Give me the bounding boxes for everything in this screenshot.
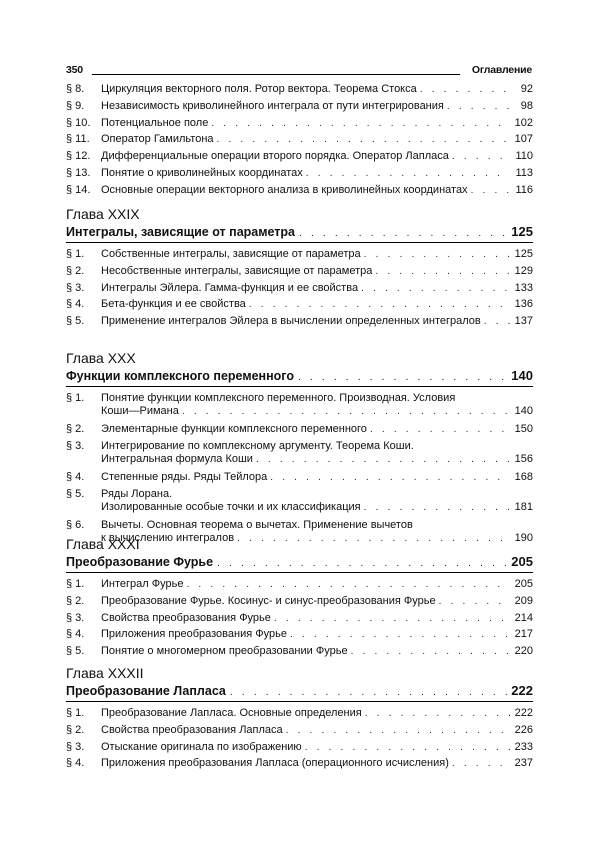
dot-leader [270,471,510,484]
entry-line [101,117,533,130]
chapter-rule [66,572,533,573]
entry-text-block [101,440,533,466]
entry-page: 102 [514,116,533,129]
entry-line [101,265,533,278]
dot-leader [365,707,510,720]
dot-leader [439,595,510,608]
running-header [66,64,532,76]
dot-leader [274,612,510,625]
section-number: § 5. [66,645,85,658]
dot-leader [306,167,510,180]
entry-text-block [101,184,533,197]
section-number: § 1. [66,392,85,404]
section-number: § 2. [66,264,85,277]
entry-page: 98 [520,99,533,112]
section-number: § 2. [66,594,85,607]
chapter-title-row [66,368,533,383]
entry-page: 190 [514,531,533,544]
section-number: § 4. [66,470,85,483]
entry-line [101,628,533,641]
dot-leader [299,228,507,239]
entry-text-block [101,133,533,146]
entry-title: Приложения преобразования Фурье [101,628,287,641]
entry-line [101,453,533,466]
dot-leader [186,578,510,591]
header-rule [92,74,460,75]
entry-line [101,282,533,295]
section-number: § 3. [66,740,85,753]
entry-text-block [101,150,533,163]
entry-title: Независимость криволинейного интеграла от пути интегрирования [101,99,444,112]
page-number: 350 [66,64,83,76]
entry-title: Потенциальное поле [101,116,209,129]
entry-line [101,167,533,180]
chapter-heading [66,665,533,698]
entry-title: Понятие функции комплексного переменного. Производная. Условия [101,392,456,404]
section-number: § 4. [66,757,85,770]
dot-leader [256,453,510,466]
entry-page: 205 [514,578,533,590]
entry-page: 181 [514,500,533,513]
entry-text-block [101,628,533,641]
entry-text-block [101,265,533,278]
entry-line [101,100,533,113]
chapter-title: Функции комплексного переменного [66,369,294,383]
dot-leader [217,133,510,146]
entry-title: Ряды Лорана. [101,487,173,500]
chapter-title-row [66,683,533,698]
entry-line [101,392,533,405]
entry-title: Циркуляция векторного поля. Ротор вектора. Теорема Стокса [101,83,417,95]
chapter-page: 140 [511,368,533,383]
entry-page: 220 [514,645,533,658]
entry-title: Свойства преобразования Фурье [101,611,271,624]
entry-page: 233 [514,740,533,753]
entry-title: Основные операции векторного анализа в криволинейных координатах [101,183,468,196]
dot-leader [298,372,507,383]
entry-line [101,724,533,737]
dot-leader [420,83,510,96]
entry-page: 140 [514,405,533,417]
entry-text-block [101,167,533,180]
dot-leader [484,315,510,328]
dot-leader [452,757,510,770]
entry-text-block [101,248,533,261]
entry-title: Степенные ряды. Ряды Тейлора [101,470,268,483]
entry-page: 129 [514,264,533,277]
chapter-title: Интегралы, зависящие от параметра [66,225,295,239]
entry-text-block [101,83,533,96]
entry-text-block [101,578,533,591]
chapter-heading [66,536,533,569]
dot-leader [452,150,510,163]
entry-page: 217 [514,628,533,641]
entry-page: 110 [515,150,533,163]
entry-title: Вычеты. Основная теорема о вычетах. Применение вычетов [101,518,413,531]
section-number: § 9. [66,99,85,112]
dot-leader [249,298,510,311]
entry-line [101,612,533,625]
entry-page: 214 [514,611,533,624]
chapter-label: Глава XXX [66,350,136,366]
entry-text-block [101,315,533,328]
dot-leader [211,117,510,130]
dot-leader [364,248,510,261]
entry-line [101,423,533,436]
entry-title: Применение интегралов Эйлера в вычислении определенных интегралов [101,315,481,328]
entry-text-block [101,100,533,113]
entry-line [101,150,533,163]
section-number: § 12. [66,150,91,163]
section-number: § 1. [66,707,85,719]
entry-title: Преобразование Лапласа. Основные определения [101,707,362,719]
entry-title: Интегральная формула Коши [101,452,253,465]
entry-line [101,757,533,770]
chapter-title: Преобразование Лапласа [66,684,226,698]
entry-title: Интегралы Эйлера. Гамма-функция и ее свойства [101,281,359,294]
entry-title: Понятие о многомерном преобразовании Фурье [101,645,348,658]
section-number: § 1. [66,578,85,590]
entry-line [101,471,533,484]
section-number: § 10. [66,116,91,129]
section-number: § 3. [66,611,85,624]
section-number: § 4. [66,298,85,311]
entry-text-block [101,282,533,295]
section-number: § 13. [66,167,91,179]
entry-title: Преобразование Фурье. Косинус- и синус-преобразования Фурье [101,594,436,607]
entry-line [101,83,533,96]
entry-page: 92 [520,83,533,95]
entry-title: Свойства преобразования Лапласа [101,723,283,736]
entry-text-block [101,298,533,311]
entry-line [101,248,533,261]
section-number: § 4. [66,628,85,641]
entry-text-block [101,595,533,608]
entry-title: Коши—Римана [101,405,179,417]
section-number: § 6. [66,518,85,531]
entry-page: 116 [515,183,533,196]
entry-page: 107 [514,133,533,146]
entry-title: Бета-функция и ее свойства [101,298,246,311]
entry-text-block [101,724,533,737]
entry-title: Собственные интегралы, зависящие от параметра [101,248,361,260]
entry-page: 125 [514,248,533,260]
entry-page: 113 [515,167,533,179]
entry-text-block [101,117,533,130]
section-number: § 2. [66,723,85,736]
entry-text-block [101,471,533,484]
dot-leader [230,687,507,698]
entry-text-block [101,757,533,770]
chapter-label: Глава XXXI [66,536,140,552]
entry-line [101,405,533,418]
entry-title: Интегрирование по комплексному аргументу. Теорема Коши. [101,439,414,452]
section-number: § 8. [66,83,85,95]
dot-leader [305,741,510,754]
dot-leader [370,423,510,436]
entry-line [101,488,533,501]
chapter-rule [66,701,533,702]
entry-page: 222 [514,707,533,719]
chapter-title-row [66,554,533,569]
chapter-page: 205 [511,554,533,569]
chapter-page: 222 [511,683,533,698]
section-number: § 2. [66,423,85,435]
section-number: § 3. [66,439,85,452]
chapter-label: Глава XXIX [66,206,140,222]
section-number: § 1. [66,248,85,260]
entry-line [101,184,533,197]
entry-title: Несобственные интегралы, зависящие от параметра [101,264,373,277]
entry-text-block [101,423,533,436]
entry-title: Изолированные особые точки и их классификация [101,500,361,513]
section-number: § 3. [66,281,85,294]
dot-leader [364,501,510,514]
entry-text-block [101,612,533,625]
chapter-heading [66,350,533,383]
entry-title: Оператор Гамильтона [101,133,214,146]
chapter-page: 125 [511,224,533,239]
entry-line [101,595,533,608]
entry-line [101,519,533,532]
dot-leader [286,724,510,737]
entry-text-block [101,488,533,514]
entry-text-block [101,707,533,720]
chapter-heading [66,206,533,239]
entry-page: 209 [514,594,533,607]
section-number: § 5. [66,487,85,500]
entry-line [101,315,533,328]
entry-page: 226 [514,723,533,736]
entry-page: 136 [514,298,533,311]
entry-text-block [101,645,533,658]
entry-line [101,578,533,591]
entry-line [101,133,533,146]
entry-line [101,741,533,754]
dot-leader [375,265,510,278]
section-number: § 5. [66,315,85,328]
dot-leader [290,628,510,641]
entry-line [101,298,533,311]
entry-title: Интеграл Фурье [101,578,184,590]
entry-title: Отыскание оригинала по изображению [101,740,302,753]
entry-page: 150 [514,423,533,435]
dot-leader [182,405,510,418]
entry-line [101,707,533,720]
dot-leader [471,184,510,197]
dot-leader [217,558,507,569]
entry-line [101,501,533,514]
chapter-title: Преобразование Фурье [66,555,214,569]
chapter-rule [66,386,533,387]
entry-line [101,645,533,658]
entry-page: 156 [514,452,533,465]
chapter-label: Глава XXXII [66,665,144,681]
entry-title: к вычислению интегралов [101,531,235,544]
section-number: § 11. [66,133,90,146]
header-title: Оглавление [471,64,532,76]
entry-page: 137 [514,315,533,328]
entry-title: Элементарные функции комплексного переменного [101,423,367,435]
entry-title: Понятие о криволинейных координатах [101,167,303,179]
entry-page: 237 [514,757,533,770]
chapter-title-row [66,224,533,239]
dot-leader [447,100,510,113]
entry-line [101,440,533,453]
chapter-rule [66,242,533,243]
section-number: § 14. [66,183,91,196]
entry-title: Дифференциальные операции второго порядка. Оператор Лапласа [101,150,449,163]
entry-page: 168 [514,470,533,483]
entry-page: 133 [514,281,533,294]
entry-title: Приложения преобразования Лапласа (операционного исчисления) [101,757,449,770]
dot-leader [361,282,510,295]
entry-text-block [101,741,533,754]
entry-text-block [101,392,533,418]
dot-leader [351,645,510,658]
